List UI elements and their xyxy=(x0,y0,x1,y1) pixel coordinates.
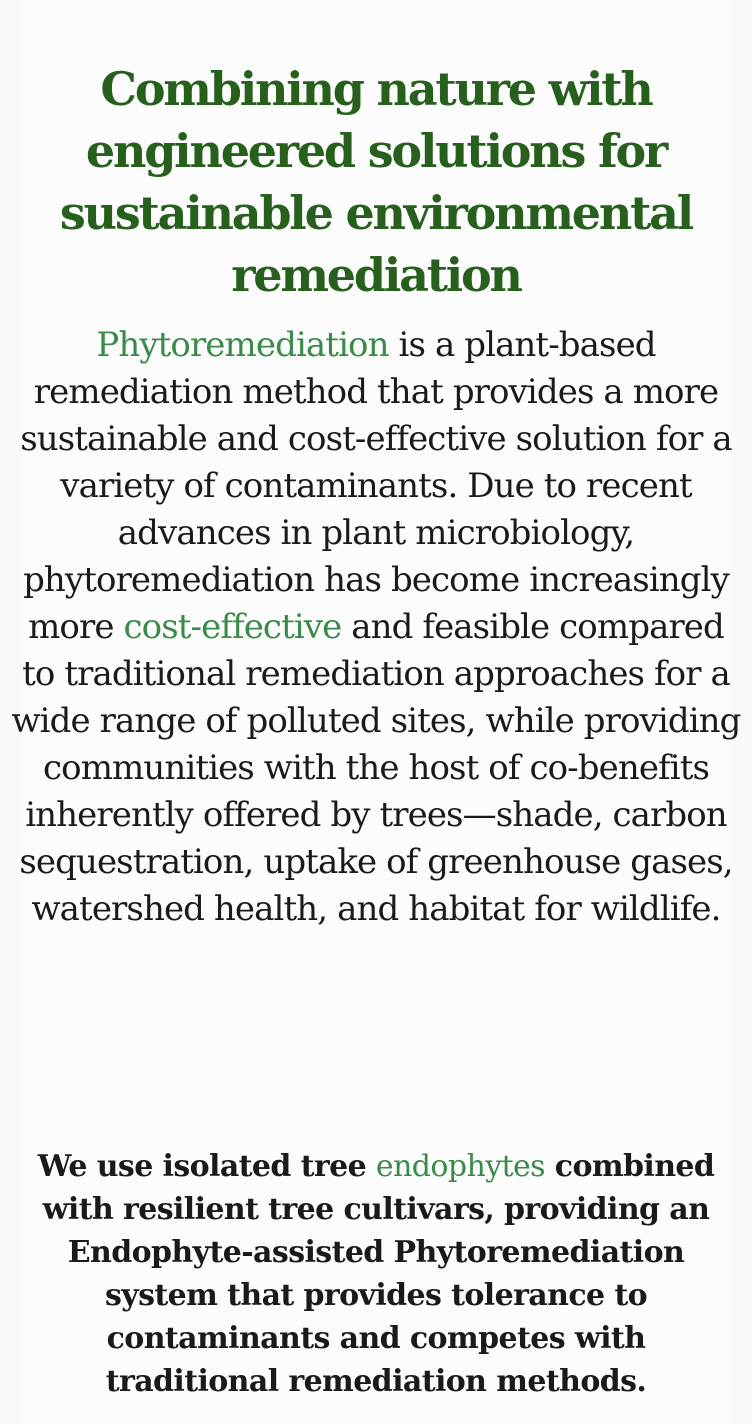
intro-paragraph xyxy=(10,322,742,933)
cost-effective-link[interactable]: cost-effective xyxy=(123,607,342,647)
approach-paragraph xyxy=(16,1145,736,1403)
intro-text-part-1: is a plant-based remediation method that provides a more sustainable and cost-effective solution for a variety of contaminants. Due to recent advances in plant microbiology, phytoremediation has become increasingly more xyxy=(20,325,732,647)
page-heading: Combining nature with engineered solutions for sustainable environmental remediation xyxy=(59,62,693,302)
intro-text-part-2: and feasible compared to traditional remediation approaches for a wide range of polluted sites, while providing communities with the host of co-benefits inherently offered by trees—shade, carbon sequestration, uptake of greenhouse gases, watershed health, and habitat for wildlife. xyxy=(11,607,741,929)
approach-text-part-2: combined with resilient tree cultivars, providing an Endophyte-assisted Phytoremediation system that provides tolerance to contaminants and competes with traditional remediation methods. xyxy=(42,1149,715,1399)
endophytes-link[interactable]: endophytes xyxy=(375,1149,545,1184)
approach-text-part-1: We use isolated tree xyxy=(37,1149,376,1184)
phytoremediation-link[interactable]: Phytoremediation xyxy=(96,325,389,365)
content-panel xyxy=(11,0,741,1424)
